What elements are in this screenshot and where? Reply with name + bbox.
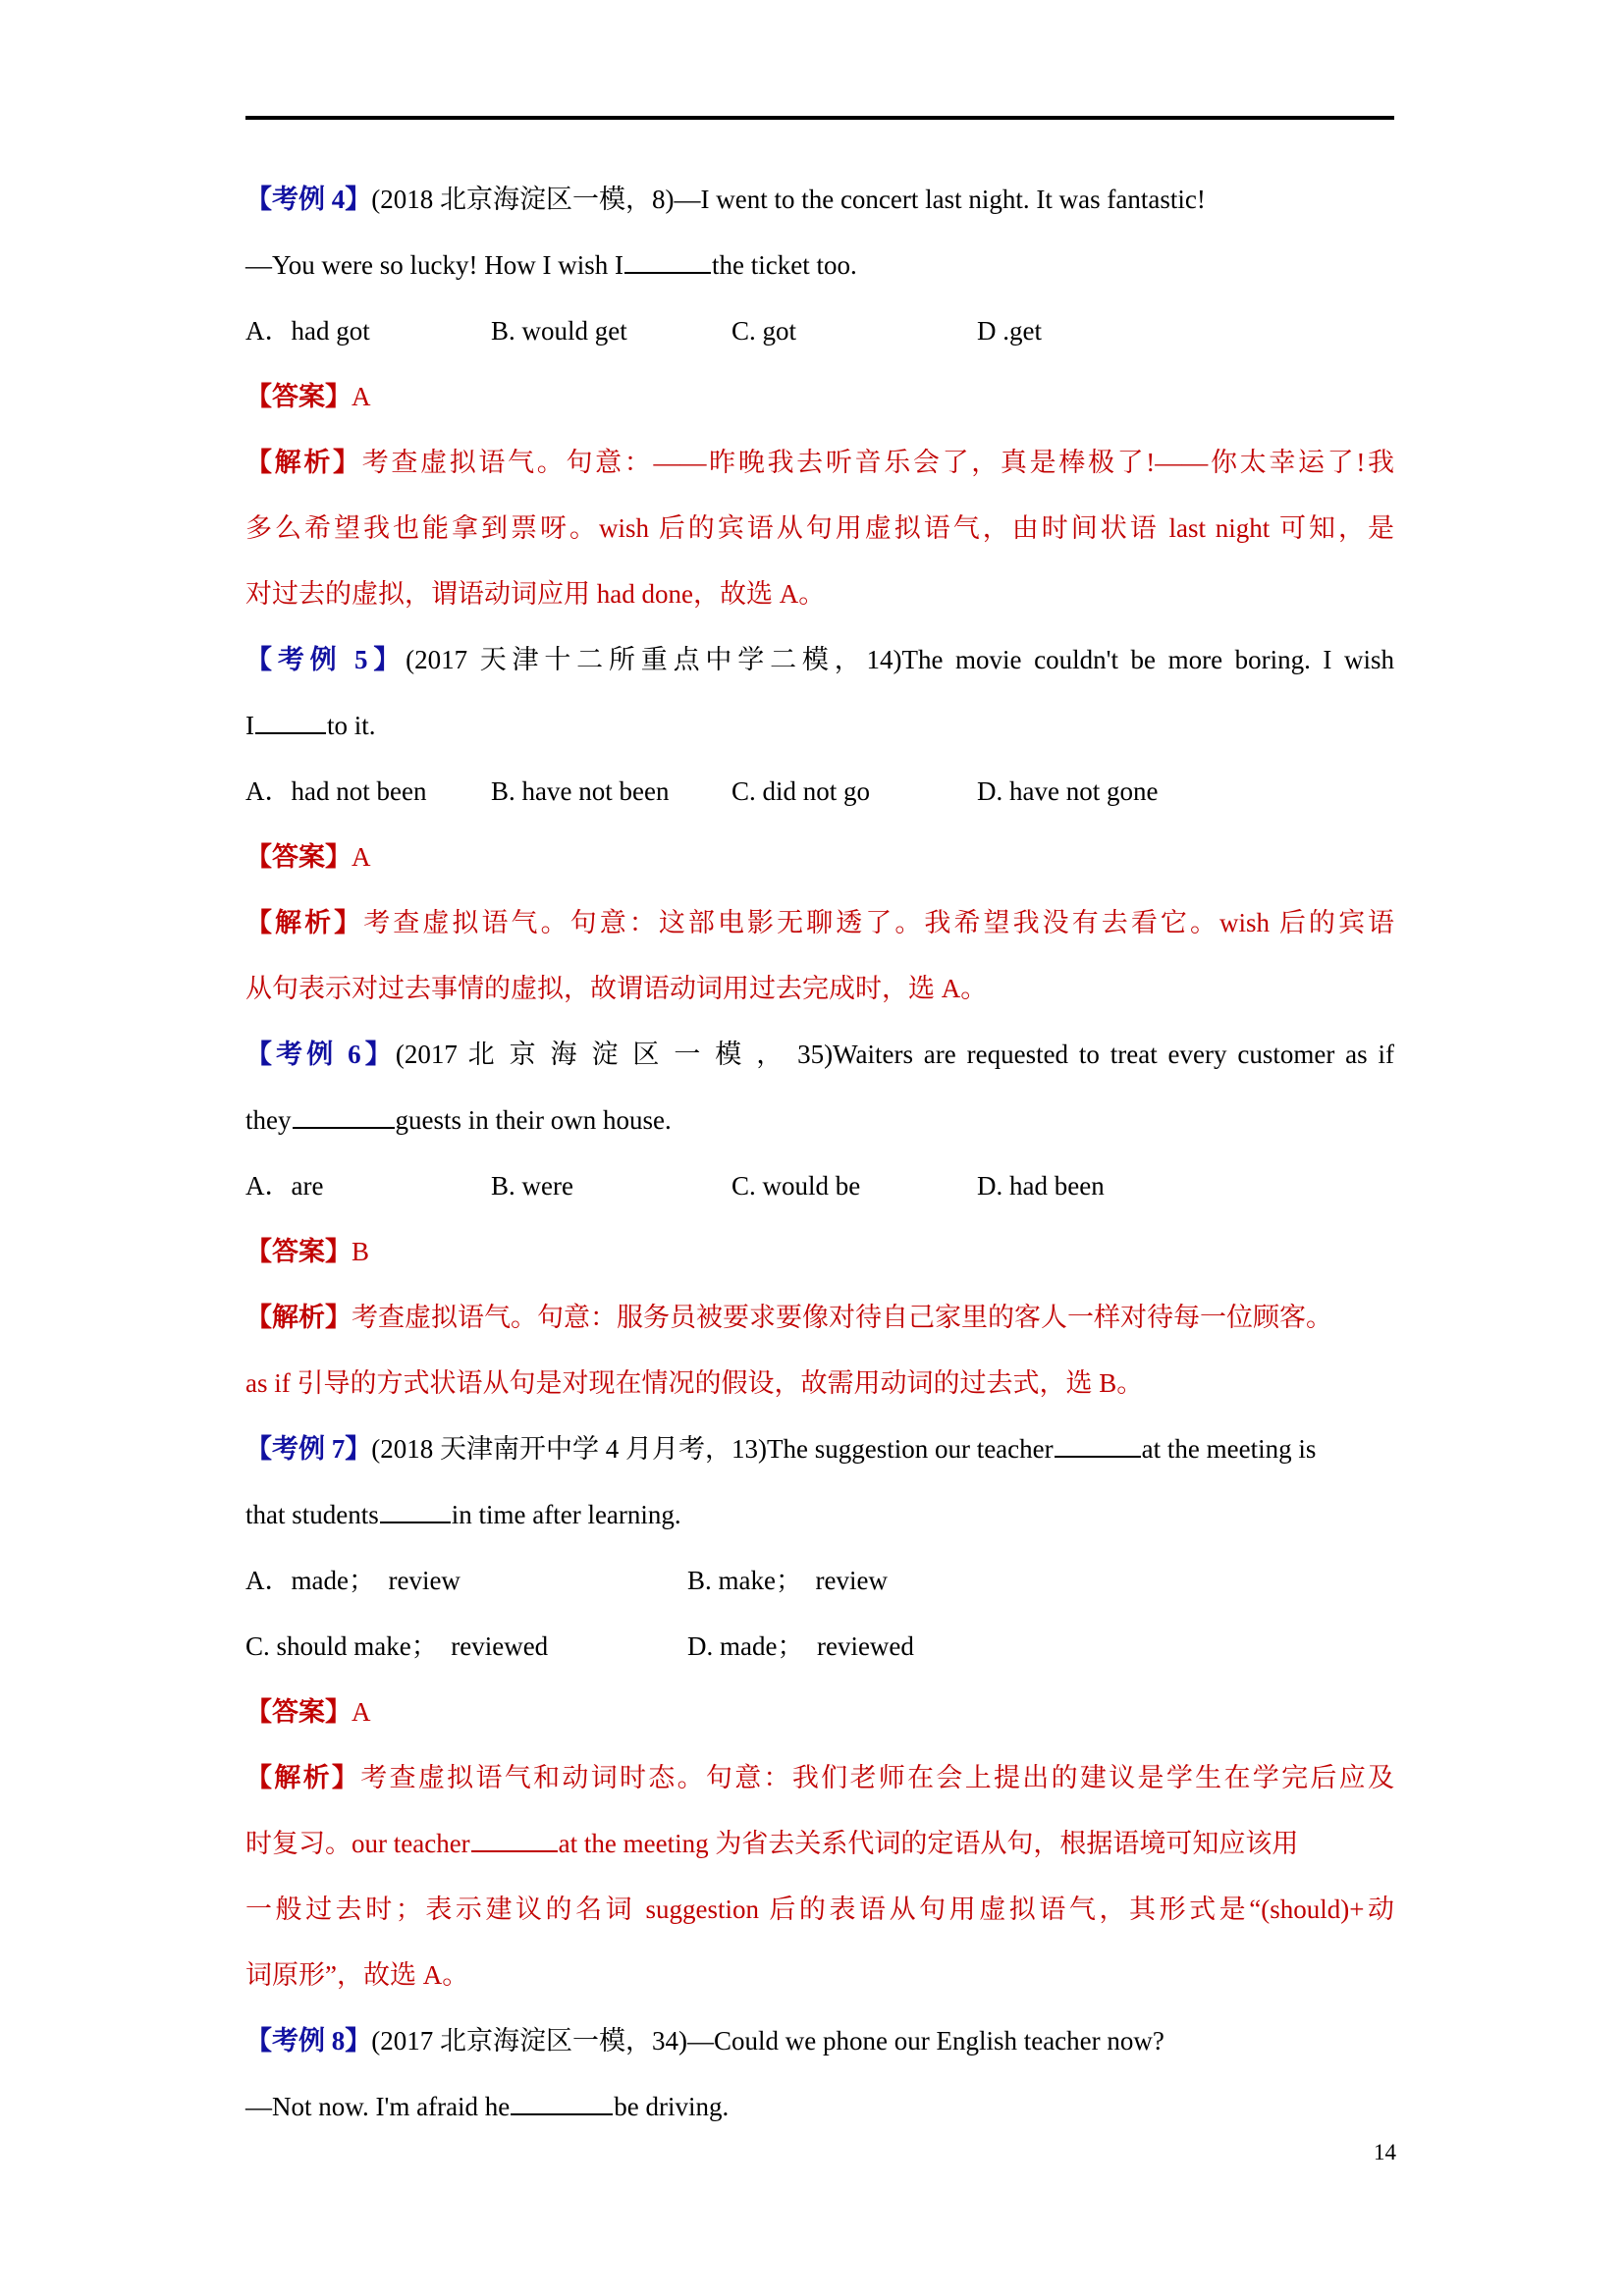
- question-stem-line2-kaoli-6: [245, 1088, 1394, 1153]
- header-rule: [245, 116, 1394, 120]
- analysis-line-kaoli-5-1: [245, 890, 1394, 956]
- page-number: 14: [1374, 2140, 1396, 2164]
- question-stem-line2-kaoli-7: [245, 1482, 1394, 1548]
- stem-text-before-blank: —You were so lucky! How I wish I: [245, 250, 623, 280]
- answer-value: A: [352, 382, 371, 411]
- option-a: A．had not been: [245, 776, 427, 806]
- options-row-kaoli-6: [245, 1153, 1394, 1219]
- analysis-label: 【解析】: [245, 908, 364, 937]
- analysis-line-kaoli-7-3: 一般过去时；表示建议的名词 suggestion 后的表语从句用虚拟语气，其形式是“(should)+动: [245, 1895, 1394, 1924]
- stem-text-after-blank: the ticket too.: [711, 250, 857, 280]
- analysis-text: 考查虚拟语气。句意：这部电影无聊透了。我希望我没有去看它。wish 后的宾语: [363, 908, 1394, 937]
- analysis-line-kaoli-4-2: 多么希望我也能拿到票呀。wish 后的宾语从句用虚拟语气，由时间状语 last night 可知，是: [245, 513, 1394, 543]
- analysis-line-kaoli-6-2: as if 引导的方式状语从句是对现在情况的假设，故需用动词的过去式，选 B。: [245, 1368, 1144, 1398]
- option-c: C. did not go: [731, 776, 871, 806]
- option-c: C. would be: [731, 1171, 861, 1201]
- answer-value: A: [352, 842, 371, 872]
- analysis-text-before-blank: 时复习。our teacher: [245, 1829, 470, 1858]
- analysis-line-kaoli-4-1: [245, 430, 1394, 496]
- question-source-text: (2018 天津南开中学 4 月月考，13)The suggestion our teacher: [371, 1434, 1054, 1464]
- stem-text-before-blank: that students: [245, 1500, 379, 1529]
- question-tag: 【考例 4】: [245, 185, 372, 214]
- analysis-text: 考查虚拟语气和动词时态。句意：我们老师在会上提出的建议是学生在学完后应及: [360, 1763, 1395, 1792]
- question-tag: 【考例 6】: [245, 1040, 396, 1069]
- option-a: A．made； review: [245, 1566, 460, 1595]
- options-row1-kaoli-7: [245, 1548, 1394, 1614]
- question-stem-kaoli-5: [245, 627, 1394, 693]
- analysis-line-kaoli-7-1: [245, 1745, 1394, 1811]
- stem-text-after-blank: to it.: [327, 711, 376, 740]
- option-c: C. should make； reviewed: [245, 1631, 549, 1661]
- answer-label: 【答案】: [245, 842, 352, 872]
- stem-text-before-blank: —Not now. I'm afraid he: [245, 2092, 511, 2121]
- analysis-line-kaoli-6-1: [245, 1285, 1394, 1351]
- fill-in-blank: [624, 250, 711, 274]
- option-d: D. have not gone: [977, 776, 1159, 806]
- answer-line-kaoli-5: [245, 825, 1394, 890]
- option-c: C. got: [731, 316, 797, 346]
- option-b: B. make； review: [687, 1566, 888, 1595]
- fill-in-blank: [255, 711, 326, 734]
- option-b: B. have not been: [491, 776, 670, 806]
- question-stem-kaoli-4: [245, 167, 1394, 233]
- option-d: D. made； reviewed: [687, 1631, 914, 1661]
- option-a: A．are: [245, 1171, 324, 1201]
- option-b: B. were: [491, 1171, 573, 1201]
- option-b: B. would get: [491, 316, 627, 346]
- option-d: D. had been: [977, 1171, 1105, 1201]
- option-d: D .get: [977, 316, 1042, 346]
- analysis-line-kaoli-4-3: 对过去的虚拟，谓语动词应用 had done，故选 A。: [245, 579, 826, 609]
- question-stem-line2-kaoli-4: [245, 233, 1394, 298]
- analysis-label: 【解析】: [245, 1763, 361, 1792]
- stem-text-after-blank: at the meeting is: [1141, 1434, 1317, 1464]
- stem-text-after-blank: guests in their own house.: [395, 1105, 672, 1135]
- answer-line-kaoli-7: [245, 1680, 1394, 1745]
- analysis-line-kaoli-7-4: 词原形”，故选 A。: [245, 1960, 469, 1990]
- analysis-line-kaoli-5-2: 从句表示对过去事情的虚拟，故谓语动词用过去完成时，选 A。: [245, 974, 988, 1003]
- fill-in-blank: [471, 1829, 558, 1852]
- options-row-kaoli-5: [245, 759, 1394, 825]
- question-stem-line2-kaoli-5: [245, 693, 1394, 759]
- answer-label: 【答案】: [245, 382, 352, 411]
- question-stem-kaoli-8: [245, 2008, 1394, 2074]
- question-stem-line2-kaoli-8: [245, 2074, 1394, 2140]
- answer-line-kaoli-6: [245, 1219, 1394, 1285]
- answer-value: A: [352, 1697, 371, 1727]
- analysis-text: 考查虚拟语气。句意：——昨晚我去听音乐会了，真是棒极了!——你太幸运了!我: [361, 448, 1395, 477]
- analysis-text: 考查虚拟语气。句意：服务员被要求要像对待自己家里的客人一样对待每一位顾客。: [352, 1303, 1332, 1332]
- answer-value: B: [352, 1237, 370, 1266]
- page-content: [245, 116, 1394, 2140]
- fill-in-blank: [1055, 1434, 1141, 1458]
- stem-text-after-blank: be driving.: [614, 2092, 730, 2121]
- analysis-text-after-blank: at the meeting 为省去关系代词的定语从句，根据语境可知应该用: [558, 1829, 1299, 1858]
- analysis-label: 【解析】: [245, 448, 362, 477]
- options-row-kaoli-4: [245, 298, 1394, 364]
- options-row2-kaoli-7: [245, 1614, 1394, 1680]
- fill-in-blank: [380, 1500, 451, 1523]
- question-source-text: (2017 北京海淀区一模，34)—Could we phone our English teacher now?: [371, 2026, 1164, 2056]
- fill-in-blank: [511, 2092, 613, 2115]
- stem-text-after-blank: in time after learning.: [451, 1500, 681, 1529]
- question-source-text: (2017 天津十二所重点中学二模，14)The movie couldn't be more boring. I wish: [406, 645, 1395, 674]
- question-tag: 【考例 7】: [245, 1434, 372, 1464]
- question-source-text: (2018 北京海淀区一模，8)—I went to the concert last night. It was fantastic!: [371, 185, 1206, 214]
- stem-text-before-blank: I: [245, 711, 254, 740]
- analysis-line-kaoli-7-2: [245, 1811, 1394, 1877]
- fill-in-blank: [293, 1105, 395, 1129]
- analysis-label: 【解析】: [245, 1303, 352, 1332]
- stem-text-before-blank: they: [245, 1105, 292, 1135]
- answer-line-kaoli-4: [245, 364, 1394, 430]
- answer-label: 【答案】: [245, 1697, 352, 1727]
- question-stem-kaoli-7: [245, 1416, 1394, 1482]
- question-tag: 【考例 5】: [245, 645, 406, 674]
- question-source-text: (2017 北 京 海 淀 区 一 模 ， 35)Waiters are requested to treat every customer as if: [395, 1040, 1395, 1069]
- question-tag: 【考例 8】: [245, 2026, 372, 2056]
- option-a: A．had got: [245, 316, 370, 346]
- answer-label: 【答案】: [245, 1237, 352, 1266]
- question-stem-kaoli-6: [245, 1022, 1394, 1088]
